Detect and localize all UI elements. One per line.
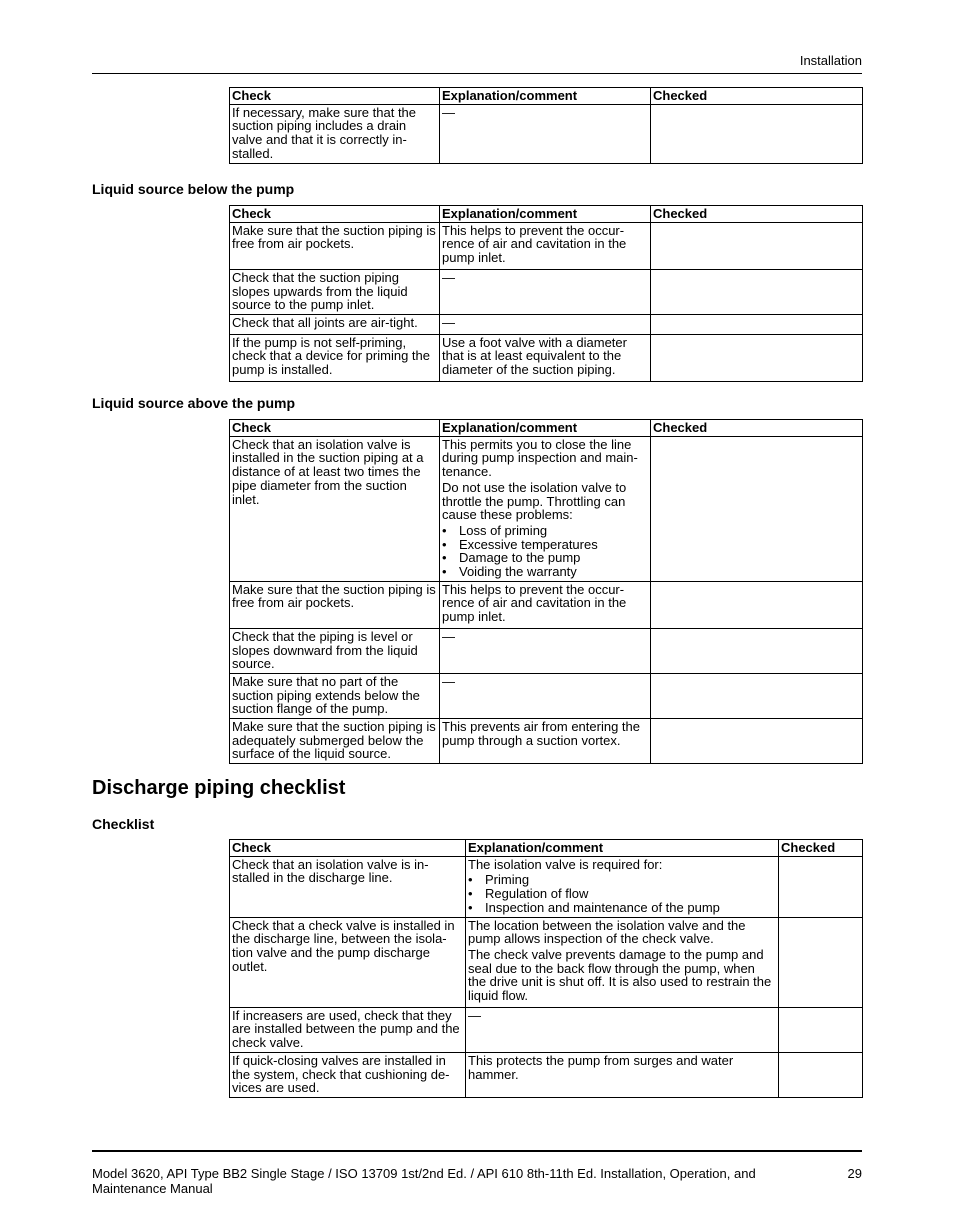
explanation-text: This helps to prevent the occur-rence of air and cavitation in the pump inlet. (442, 222, 627, 266)
table-row (230, 1007, 863, 1052)
explanation-cell (440, 673, 651, 718)
explanation-text: The location between the isolation valve and the pump allows inspection of the check valve. (468, 917, 746, 947)
discharge-checklist-table (229, 839, 863, 1098)
explanation-text: — (442, 628, 455, 644)
heading-liquid-source-above: Liquid source above the pump (92, 395, 296, 411)
table-header-row (230, 420, 863, 437)
explanation-cell (440, 222, 651, 269)
column-header: Explanation/comment (440, 420, 651, 437)
suction-drain-table (229, 87, 863, 164)
list-item: • Damage to the pump (442, 551, 648, 565)
liquid-below-table (229, 205, 863, 382)
explanation-text: This helps to prevent the occur-rence of air and cavitation in the pump inlet. (442, 581, 627, 625)
heading-liquid-source-below: Liquid source below the pump (92, 181, 295, 197)
column-header: Explanation/comment (440, 88, 651, 105)
check-cell: If necessary, make sure that the suction piping includes a drain valve and that it is correctly in-stalled. (230, 104, 440, 163)
explanation-text: — (442, 269, 455, 285)
page-number: 29 (847, 1166, 862, 1181)
list-item: • Regulation of flow (468, 887, 776, 901)
header-section-label: Installation (799, 53, 862, 68)
explanation-cell (440, 334, 651, 381)
explanation-text: — (442, 314, 455, 330)
checked-cell (779, 1007, 863, 1052)
table-row (230, 269, 863, 314)
explanation-text: This permits you to close the line during pump inspection and main-tenance. (442, 436, 638, 480)
table-header-row (230, 840, 863, 857)
explanation-cell (466, 856, 779, 917)
table-row (230, 673, 863, 718)
check-cell: If the pump is not self-priming, check that a device for priming the pump is installed. (230, 334, 440, 381)
explanation-text: The isolation valve is required for: (468, 856, 663, 872)
footer-divider (92, 1150, 862, 1152)
explanation-cell (440, 104, 651, 163)
explanation-cell (440, 719, 651, 764)
column-header: Check (230, 840, 466, 857)
bullet-list (468, 873, 776, 914)
table-header-row (230, 206, 863, 223)
checked-cell (779, 917, 863, 1007)
check-cell: Check that the piping is level or slopes downward from the liquid source. (230, 628, 440, 673)
column-header: Check (230, 206, 440, 223)
list-item: • Loss of priming (442, 524, 648, 538)
checked-cell (651, 269, 863, 314)
checked-cell (651, 334, 863, 381)
column-header: Check (230, 88, 440, 105)
check-cell: Check that an isolation valve is in-stalled in the discharge line. (230, 856, 466, 917)
explanation-cell (466, 1007, 779, 1052)
table-row (230, 917, 863, 1007)
explanation-cell (440, 436, 651, 581)
column-header: Check (230, 420, 440, 437)
table-row (230, 222, 863, 269)
table-row (230, 1052, 863, 1097)
list-item: • Voiding the warranty (442, 565, 648, 579)
column-header: Checked (779, 840, 863, 857)
check-cell: Check that all joints are air-tight. (230, 314, 440, 334)
column-header: Checked (651, 420, 863, 437)
section-title-discharge: Discharge piping checklist (92, 777, 346, 799)
footer-manual-title: Model 3620, API Type BB2 Single Stage / ISO 13709 1st/2nd Ed. / API 610 8th-11th Ed. Installation, Operation, and Maintenance Manual (92, 1166, 756, 1196)
explanation-cell (440, 628, 651, 673)
explanation-cell (440, 314, 651, 334)
column-header: Checked (651, 88, 863, 105)
checked-cell (651, 314, 863, 334)
check-cell: If increasers are used, check that they are installed between the pump and the check valve. (230, 1007, 466, 1052)
explanation-text: Do not use the isolation valve to throttle the pump. Throttling can cause these problems: (442, 479, 627, 523)
explanation-text: This protects the pump from surges and water hammer. (468, 1052, 734, 1082)
checked-cell (651, 104, 863, 163)
check-cell: Check that an isolation valve is installed in the suction piping at a distance of at least two times the pipe diameter from the suction inlet. (230, 436, 440, 581)
checked-cell (651, 581, 863, 628)
table-row (230, 856, 863, 917)
explanation-text: This prevents air from entering the pump through a suction vortex. (442, 719, 640, 748)
table-row (230, 581, 863, 628)
table-row (230, 628, 863, 673)
header-divider (92, 73, 862, 74)
check-cell: Make sure that the suction piping is free from air pockets. (230, 581, 440, 628)
explanation-text: — (468, 1007, 481, 1023)
column-header: Checked (651, 206, 863, 223)
list-item: • Excessive temperatures (442, 538, 648, 552)
checked-cell (651, 222, 863, 269)
table-header-row (230, 88, 863, 105)
checked-cell (779, 1052, 863, 1097)
checked-cell (651, 436, 863, 581)
explanation-cell (466, 1052, 779, 1097)
table-row (230, 436, 863, 581)
heading-checklist: Checklist (92, 816, 155, 832)
explanation-text: Use a foot valve with a diameter that is at least equivalent to the diameter of the suction piping. (442, 334, 627, 378)
explanation-text: — (442, 104, 455, 120)
list-item: • Priming (468, 873, 776, 887)
column-header: Explanation/comment (440, 206, 651, 223)
explanation-text: — (442, 673, 455, 689)
table-row (230, 104, 863, 163)
check-cell: Make sure that the suction piping is adequately submerged below the surface of the liquid source. (230, 719, 440, 764)
checked-cell (651, 719, 863, 764)
liquid-above-table (229, 419, 863, 764)
checked-cell (651, 673, 863, 718)
check-cell: Check that the suction piping slopes upwards from the liquid source to the pump inlet. (230, 269, 440, 314)
explanation-cell (440, 581, 651, 628)
check-cell: Check that a check valve is installed in the discharge line, between the isola-tion valve and the pump discharge outlet. (230, 917, 466, 1007)
column-header: Explanation/comment (466, 840, 779, 857)
table-row (230, 719, 863, 764)
bullet-list (442, 524, 648, 579)
list-item: • Inspection and maintenance of the pump (468, 901, 776, 915)
checked-cell (651, 628, 863, 673)
check-cell: Make sure that no part of the suction piping extends below the suction flange of the pump. (230, 673, 440, 718)
explanation-text: The check valve prevents damage to the pump and seal due to the back flow through the pump, when the drive unit is shut off. It is also used to restrain the liquid flow. (468, 946, 772, 1004)
explanation-cell (466, 917, 779, 1007)
table-row (230, 334, 863, 381)
table-row (230, 314, 863, 334)
check-cell: Make sure that the suction piping is free from air pockets. (230, 222, 440, 269)
checked-cell (779, 856, 863, 917)
explanation-cell (440, 269, 651, 314)
check-cell: If quick-closing valves are installed in the system, check that cushioning de-vices are used. (230, 1052, 466, 1097)
